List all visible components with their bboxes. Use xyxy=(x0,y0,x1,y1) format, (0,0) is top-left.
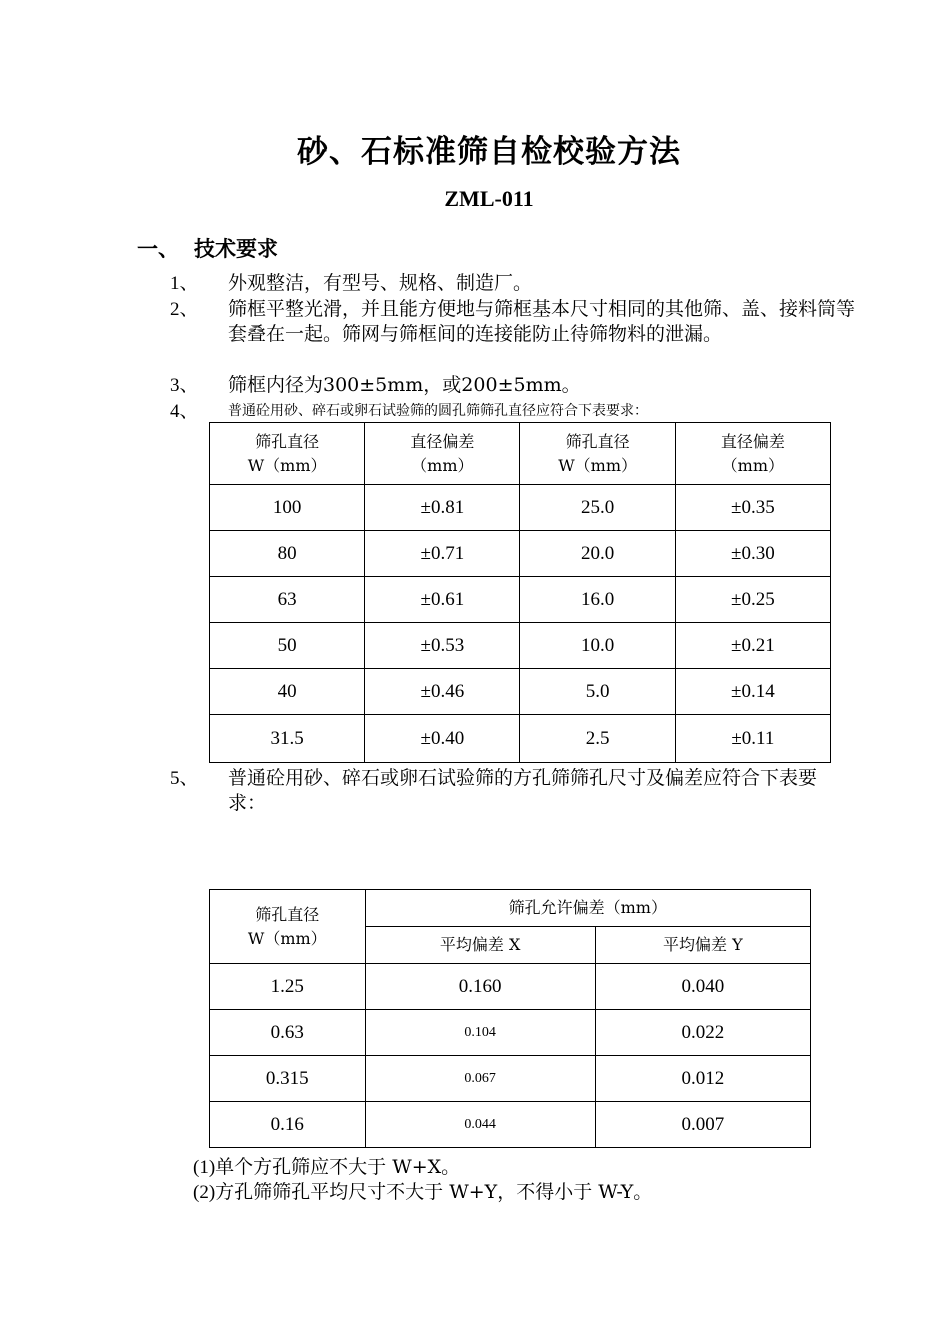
table-cell: ±0.14 xyxy=(675,669,830,715)
square-sieve-table xyxy=(209,889,811,1148)
table-cell: ±0.81 xyxy=(365,485,520,531)
item-number: 4、 xyxy=(170,401,199,422)
table-cell: ±0.71 xyxy=(365,531,520,577)
table-cell: 5.0 xyxy=(520,669,675,715)
table-header-row xyxy=(210,890,811,927)
table-cell: 0.007 xyxy=(595,1102,810,1148)
header-line: W（mm） xyxy=(247,455,327,475)
item-text: 外观整洁，有型号、规格、制造厂。 xyxy=(228,272,533,294)
table-row xyxy=(210,669,831,715)
header-line: 直径偏差 xyxy=(720,431,785,451)
item-text: 普通砼用砂、碎石或卵石试验筛的方孔筛筛孔尺寸及偏差应符合下表要求： xyxy=(228,767,818,814)
table-cell: 2.5 xyxy=(520,715,675,763)
note-text: 单个方孔筛应不大于 W+X。 xyxy=(215,1156,461,1178)
header-line: 直径偏差 xyxy=(410,431,475,451)
item-number: 5、 xyxy=(170,768,199,789)
table-cell: 80 xyxy=(210,531,365,577)
requirement-item xyxy=(170,271,860,296)
table-cell: 0.160 xyxy=(365,964,595,1010)
table-cell: 0.63 xyxy=(210,1010,366,1056)
item-text: 筛框内径为300±5mm，或200±5mm。 xyxy=(228,374,581,396)
table-cell: ±0.61 xyxy=(365,577,520,623)
document-code: ZML-011 xyxy=(444,186,534,211)
table-row xyxy=(210,1056,811,1102)
table-header-row xyxy=(210,423,831,485)
header-cell xyxy=(365,423,520,485)
header-cell xyxy=(675,423,830,485)
header-cell: 平均偏差 X xyxy=(365,927,595,964)
header-line: 筛孔直径 xyxy=(255,904,320,924)
table-cell: 31.5 xyxy=(210,715,365,763)
table-cell: 16.0 xyxy=(520,577,675,623)
table-cell: ±0.11 xyxy=(675,715,830,763)
table-cell: 0.104 xyxy=(365,1010,595,1056)
table-row xyxy=(210,485,831,531)
table-row xyxy=(210,577,831,623)
table-cell: 63 xyxy=(210,577,365,623)
requirement-item xyxy=(170,297,862,347)
table-cell: 0.315 xyxy=(210,1056,366,1102)
table-cell: ±0.46 xyxy=(365,669,520,715)
requirement-item xyxy=(170,766,842,816)
note-text: 方孔筛筛孔平均尺寸不大于 W+Y，不得小于 W-Y。 xyxy=(215,1181,653,1203)
note-number: (2) xyxy=(193,1182,216,1203)
table-cell: ±0.30 xyxy=(675,531,830,577)
table-cell: ±0.40 xyxy=(365,715,520,763)
table-cell: 0.012 xyxy=(595,1056,810,1102)
table-row xyxy=(210,1010,811,1056)
requirement-item xyxy=(170,399,860,424)
header-line: 筛孔直径 xyxy=(565,431,630,451)
table-cell: 1.25 xyxy=(210,964,366,1010)
section-number: 一、 xyxy=(137,237,179,261)
note-number: (1) xyxy=(193,1157,216,1178)
header-line: W（mm） xyxy=(558,455,637,475)
table-cell: 0.067 xyxy=(365,1056,595,1102)
table-row xyxy=(210,1102,811,1148)
item-number: 1、 xyxy=(170,273,199,294)
table-cell: 25.0 xyxy=(520,485,675,531)
table-row xyxy=(210,531,831,577)
header-line: （mm） xyxy=(411,455,474,475)
header-cell xyxy=(210,890,366,964)
item-number: 3、 xyxy=(170,375,199,396)
header-cell: 平均偏差 Y xyxy=(595,927,810,964)
table-cell: 0.022 xyxy=(595,1010,810,1056)
table-row xyxy=(210,715,831,763)
section-title: 技术要求 xyxy=(194,237,278,261)
note-line xyxy=(193,1177,652,1204)
table-cell: 50 xyxy=(210,623,365,669)
item-number: 2、 xyxy=(170,299,199,320)
table-cell: ±0.53 xyxy=(365,623,520,669)
table-cell: 20.0 xyxy=(520,531,675,577)
header-line: 筛孔直径 xyxy=(255,431,320,451)
header-line: W（mm） xyxy=(247,928,327,948)
table-cell: ±0.21 xyxy=(675,623,830,669)
document-title: 砂、石标准筛自检校验方法 xyxy=(297,134,681,170)
round-sieve-table xyxy=(209,422,831,763)
table-cell: 40 xyxy=(210,669,365,715)
item-text: 筛框平整光滑，并且能方便地与筛框基本尺寸相同的其他筛、盖、接料筒等套叠在一起。筛网与筛框间的连接能防止待筛物料的泄漏。 xyxy=(228,298,856,345)
item-text: 普通砼用砂、碎石或卵石试验筛的圆孔筛筛孔直径应符合下表要求： xyxy=(228,403,648,419)
table-cell: 0.16 xyxy=(210,1102,366,1148)
requirement-item xyxy=(170,373,860,398)
table-cell: 100 xyxy=(210,485,365,531)
table-cell: 10.0 xyxy=(520,623,675,669)
header-cell xyxy=(210,423,365,485)
group-header-cell: 筛孔允许偏差（mm） xyxy=(365,890,810,927)
table-cell: 0.044 xyxy=(365,1102,595,1148)
table-cell: 0.040 xyxy=(595,964,810,1010)
table-cell: ±0.25 xyxy=(675,577,830,623)
header-cell xyxy=(520,423,675,485)
table-row xyxy=(210,623,831,669)
table-row xyxy=(210,964,811,1010)
note-line xyxy=(193,1152,460,1179)
header-line: （mm） xyxy=(721,455,785,475)
table-cell: ±0.35 xyxy=(675,485,830,531)
section-heading xyxy=(137,233,278,263)
